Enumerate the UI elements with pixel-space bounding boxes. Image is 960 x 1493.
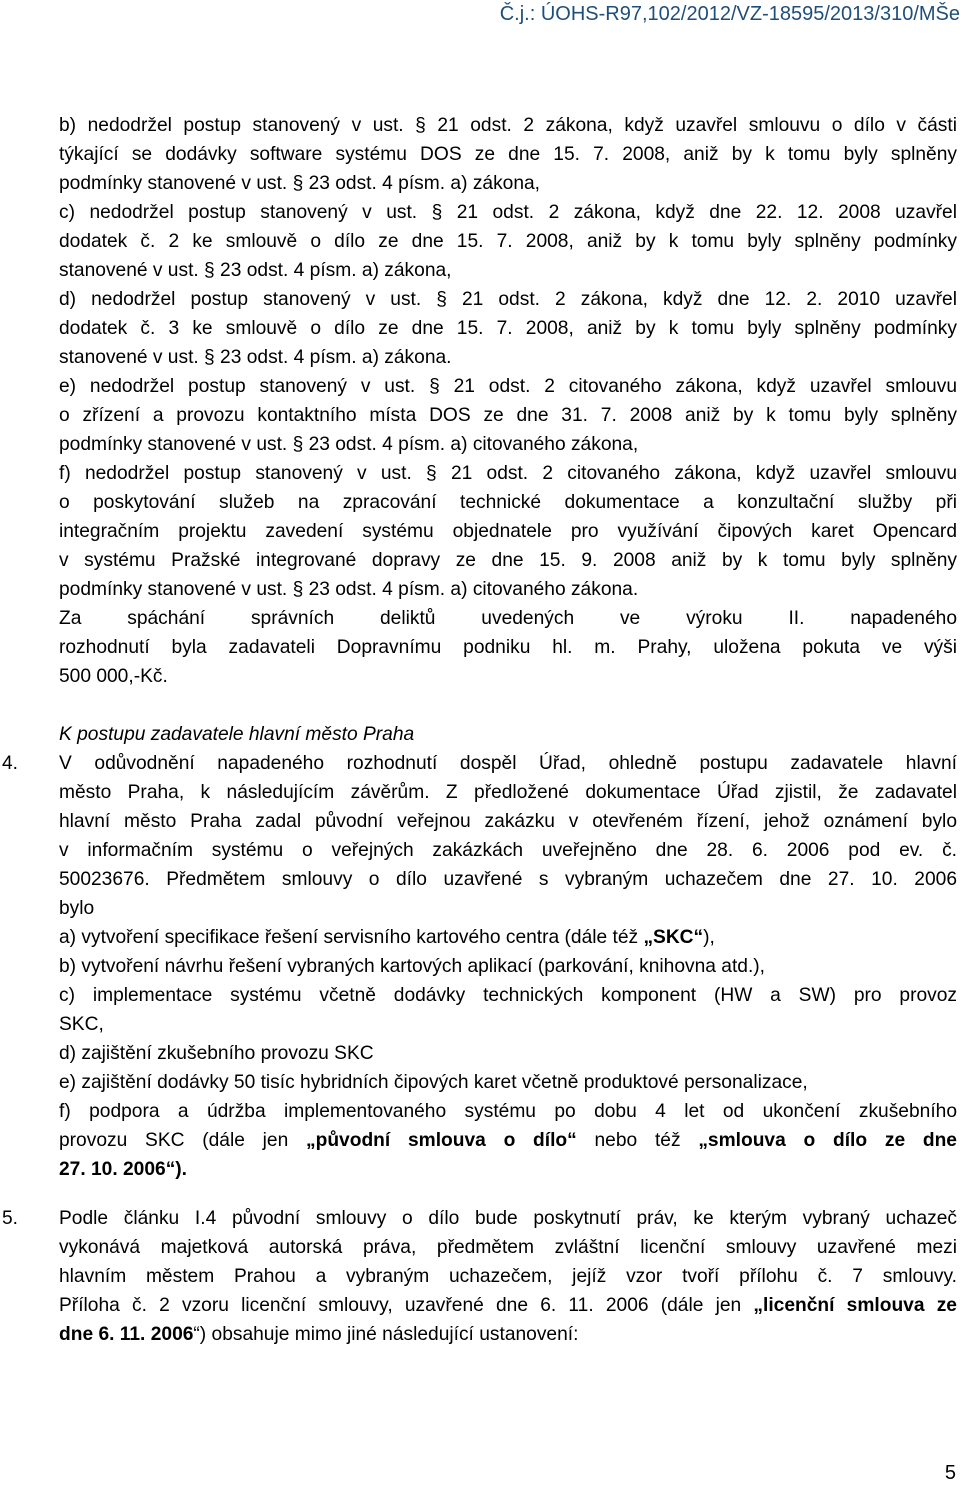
text-line: město Praha, k následujícím závěrům. Z předložené dokumentace Úřad zjistil, že zadavatel [59, 782, 957, 803]
text-line: podmínky stanovené v ust. § 23 odst. 4 písm. a) citovaného zákona, [59, 434, 639, 455]
text-run: provozu SKC (dále jen [59, 1130, 307, 1151]
text-line: rozhodnutí byla zadavateli Dopravnímu podniku hl. m. Prahy, uložena pokuta ve výši [59, 637, 957, 658]
text-run: Příloha č. 2 vzoru licenční smlouvy, uzavřené dne 6. 11. 2006 (dále jen [59, 1295, 754, 1316]
text-line: dodatek č. 3 ke smlouvě o dílo ze dne 15. 7. 2008, aniž by k tomu byly splněny podmínky [59, 318, 957, 339]
defined-term: „smlouva o dílo ze dne [698, 1130, 957, 1151]
text-line: 50023676. Předmětem smlouvy o dílo uzavřené s vybraným uchazečem dne 27. 10. 2006 [59, 869, 957, 890]
scope-item-a [59, 923, 957, 952]
text-run: “). [165, 1159, 188, 1180]
list-item-b [59, 111, 957, 198]
text-line: bylo [59, 898, 95, 919]
text-line: o poskytování služeb na zpracování technické dokumentace a konzultační služby při [59, 492, 957, 513]
defined-term: dne 6. 11. 2006 [59, 1324, 194, 1345]
scope-item-c: c) implementace systému včetně dodávky technických komponent (HW a SW) pro provoz [59, 985, 957, 1006]
text-run: “) obsahuje mimo jiné následující ustanovení: [193, 1324, 579, 1345]
text-line: stanovené v ust. § 23 odst. 4 písm. a) zákona. [59, 347, 452, 368]
list-item-e [59, 372, 957, 459]
text-line: hlavní město Praha zadal původní veřejnou zakázku v otevřeném řízení, jehož oznámení bylo [59, 811, 957, 832]
scope-item-f: f) podpora a údržba implementovaného systému po dobu 4 let od ukončení zkušebního [59, 1101, 957, 1122]
text-line: dodatek č. 2 ke smlouvě o dílo ze dne 15. 7. 2008, aniž by k tomu byly splněny podmínky [59, 231, 957, 252]
paragraph-number: 5. [2, 1208, 19, 1229]
text-line: b) nedodržel postup stanovený v ust. § 21 odst. 2 zákona, když uzavřel smlouvu o dílo v části [59, 115, 957, 136]
text-line: týkající se dodávky software systému DOS ze dne 15. 7. 2008, aniž by k tomu byly splněny [59, 144, 957, 165]
defined-term: „původní smlouva o dílo“ [306, 1130, 577, 1151]
text-line: stanovené v ust. § 23 odst. 4 písm. a) zákona, [59, 260, 452, 281]
text-line: Podle článku I.4 původní smlouvy o dílo bude poskytnutí práv, ke kterým vybraný uchazeč [59, 1208, 957, 1229]
text-line: v systému Pražské integrované dopravy ze dne 15. 9. 2008 aniž by k tomu byly splněny [59, 550, 957, 571]
text-line: d) nedodržel postup stanovený v ust. § 21 odst. 2 zákona, když dne 12. 2. 2010 uzavřel [59, 289, 957, 310]
paragraph-number: 4. [2, 753, 19, 774]
text-line: c) nedodržel postup stanovený v ust. § 21 odst. 2 zákona, když dne 22. 12. 2008 uzavřel [59, 202, 957, 223]
text-line: hlavním městem Prahou a vybraným uchazečem, jejíž vzor tvoří přílohu č. 7 smlouvy. [59, 1266, 957, 1287]
text-line [59, 1320, 957, 1349]
document-reference: Č.j.: ÚOHS-R97,102/2012/VZ-18595/2013/310/MŠe [499, 3, 960, 25]
scope-item-f-end [59, 1155, 957, 1184]
defined-term: „licenční smlouva ze [753, 1295, 957, 1316]
scope-item-e: e) zajištění dodávky 50 tisíc hybridních čipových karet včetně produktové personalizace, [59, 1072, 808, 1093]
penalty-paragraph [59, 604, 957, 691]
text-run: nebo též [576, 1130, 699, 1151]
list-item-c [59, 198, 957, 285]
list-item-d [59, 285, 957, 372]
scope-item-d: d) zajištění zkušebního provozu SKC [59, 1043, 374, 1064]
text-run: ), [703, 927, 715, 948]
text-line: 500 000,-Kč. [59, 666, 168, 687]
paragraph-4 [2, 749, 957, 1184]
page-number: 5 [944, 1462, 956, 1484]
scope-item-f-cont [59, 1126, 957, 1155]
text-line: podmínky stanovené v ust. § 23 odst. 4 písm. a) citovaného zákona. [59, 579, 639, 600]
text-line: podmínky stanovené v ust. § 23 odst. 4 písm. a) zákona, [59, 173, 541, 194]
text-run: a) vytvoření specifikace řešení servisního kartového centra (dále též [59, 927, 644, 948]
text-line: e) nedodržel postup stanovený v ust. § 21 odst. 2 citovaného zákona, když uzavřel smlouvu [59, 376, 957, 397]
text-line: Za spáchání správních deliktů uvedených ve výroku II. napadeného [59, 608, 957, 629]
list-item-f [59, 459, 957, 604]
scope-item-c-cont: SKC, [59, 1014, 104, 1035]
scope-item-b: b) vytvoření návrhu řešení vybraných kartových aplikací (parkování, knihovna atd.), [59, 956, 766, 977]
text-line: integračním projektu zavedení systému objednatele pro využívání čipových karet Opencard [59, 521, 957, 542]
paragraph-5 [2, 1204, 957, 1349]
text-line: o zřízení a provozu kontaktního místa DOS ze dne 31. 7. 2008 aniž by k tomu byly splněny [59, 405, 957, 426]
section-heading: K postupu zadavatele hlavní město Praha [59, 724, 415, 745]
defined-term: 27. 10. 2006 [59, 1159, 166, 1180]
text-line: vykonává majetková autorská práva, předmětem zvláštní licenční smlouvy uzavřené mezi [59, 1237, 957, 1258]
text-line [59, 1291, 957, 1320]
document-body [2, 111, 957, 1349]
defined-term: „SKC“ [643, 927, 704, 948]
text-line: V odůvodnění napadeného rozhodnutí dospěl Úřad, ohledně postupu zadavatele hlavní [59, 753, 957, 774]
text-line: f) nedodržel postup stanovený v ust. § 21 odst. 2 citovaného zákona, když uzavřel smlouvu [59, 463, 957, 484]
text-line: v informačním systému o veřejných zakázkách uveřejněno dne 28. 6. 2006 pod ev. č. [59, 840, 957, 861]
